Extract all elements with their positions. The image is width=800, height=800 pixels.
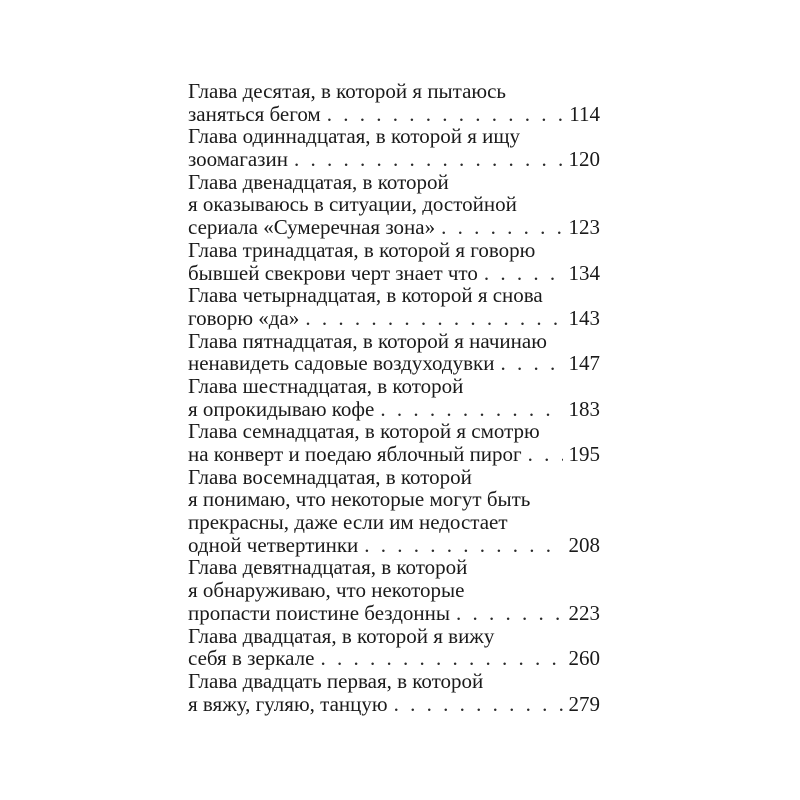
toc-entry-final-line xyxy=(188,647,600,670)
toc-entry xyxy=(188,80,600,125)
page-number: 120 xyxy=(568,147,600,172)
page-number: 123 xyxy=(568,215,600,240)
page-number: 223 xyxy=(568,600,600,625)
toc-entry-line: Глава десятая, в которой я пытаюсь xyxy=(188,79,507,103)
toc-entry-line: зоомагазин xyxy=(188,147,288,172)
toc-entry-line: я оказываюсь в ситуации, достойной xyxy=(188,192,517,217)
toc-entry xyxy=(188,171,600,239)
dot-leader xyxy=(320,647,562,670)
toc-entry-line: Глава двенадцатая, в которой xyxy=(188,169,449,194)
page-number: 195 xyxy=(568,442,600,466)
toc-entry xyxy=(188,125,600,170)
toc-entry-line: говорю «да» xyxy=(188,305,300,330)
table-of-contents xyxy=(188,80,600,715)
toc-entry-final-line xyxy=(188,443,600,466)
toc-entry-final-line xyxy=(188,307,600,330)
dot-leader xyxy=(484,262,563,285)
toc-entry-line: Глава восемнадцатая, в которой xyxy=(188,464,472,489)
dot-leader xyxy=(394,693,563,716)
toc-entry xyxy=(188,556,600,624)
toc-entry-line: я обнаруживаю, что некоторые xyxy=(188,578,465,603)
dot-leader xyxy=(500,352,562,375)
toc-entry xyxy=(188,375,600,420)
dot-leader xyxy=(294,148,563,171)
page-number: 260 xyxy=(568,646,600,671)
toc-entry-line: заняться бегом xyxy=(188,101,321,126)
toc-entry-line: себя в зеркале xyxy=(188,646,315,671)
dot-leader xyxy=(441,216,562,239)
page-number: 143 xyxy=(568,305,600,330)
toc-entry-line: на конверт и поедаю яблочный пирог xyxy=(188,442,522,466)
dot-leader xyxy=(364,534,562,557)
toc-entry-line: ненавидеть садовые воздуходувки xyxy=(188,351,495,376)
toc-entry-line: Глава тринадцатая, в которой я говорю xyxy=(188,237,536,262)
toc-entry-final-line xyxy=(188,693,600,716)
page-number: 147 xyxy=(568,351,600,376)
toc-entry-final-line xyxy=(188,262,600,285)
toc-entry-line: сериала «Сумеречная зона» xyxy=(188,215,436,240)
dot-leader xyxy=(380,398,562,421)
dot-leader xyxy=(528,443,563,466)
toc-entry-line: Глава четырнадцатая, в которой я снова xyxy=(188,283,543,308)
toc-entry-line: одной четвертинки xyxy=(188,532,359,557)
toc-entry-line: Глава семнадцатая, в которой я смотрю xyxy=(188,419,540,444)
toc-entry-line: бывшей свекрови черт знает что xyxy=(188,260,478,285)
toc-entry-line: Глава шестнадцатая, в которой xyxy=(188,373,464,398)
toc-entry-line: прекрасны, даже если им недостает xyxy=(188,510,508,535)
toc-entry-final-line xyxy=(188,148,600,171)
toc-entry xyxy=(188,330,600,375)
toc-entry xyxy=(188,239,600,284)
toc-entry-final-line xyxy=(188,352,600,375)
toc-entry-line: Глава двадцатая, в которой я вижу xyxy=(188,623,495,648)
page-number: 183 xyxy=(568,396,600,421)
toc-entry-line: я вяжу, гуляю, танцую xyxy=(188,691,388,716)
toc-entry xyxy=(188,670,600,715)
toc-entry-line: Глава пятнадцатая, в которой я начинаю xyxy=(188,328,547,353)
page-number: 208 xyxy=(568,532,600,557)
dot-leader xyxy=(305,307,562,330)
page-number: 279 xyxy=(568,691,600,716)
toc-entry xyxy=(188,466,600,557)
toc-entry xyxy=(188,625,600,670)
toc-entry-final-line xyxy=(188,602,600,625)
toc-entry-line: Глава девятнадцатая, в которой xyxy=(188,555,468,580)
toc-entry-final-line xyxy=(188,534,600,557)
toc-entry-line: Глава двадцать первая, в которой xyxy=(188,668,484,693)
toc-entry-final-line xyxy=(188,398,600,421)
toc-entry xyxy=(188,284,600,329)
toc-entry-final-line xyxy=(188,103,600,126)
toc-entry-line: пропасти поистине бездонны xyxy=(188,600,450,625)
toc-entry-line: я понимаю, что некоторые могут быть xyxy=(188,487,531,512)
page-number: 134 xyxy=(568,260,600,285)
dot-leader xyxy=(327,103,564,126)
page-number: 114 xyxy=(569,101,600,126)
toc-entry xyxy=(188,420,600,465)
toc-entry-final-line xyxy=(188,216,600,239)
dot-leader xyxy=(456,602,563,625)
toc-entry-line: Глава одиннадцатая, в которой я ищу xyxy=(188,124,521,149)
toc-entry-line: я опрокидываю кофе xyxy=(188,396,375,421)
